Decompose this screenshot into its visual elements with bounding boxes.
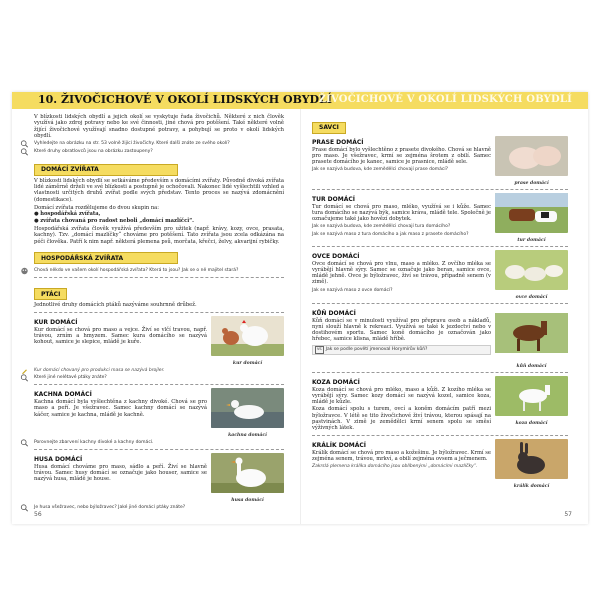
photo-caption: husa domácí [231, 497, 264, 503]
animal-description: Ovce domácí se chová pro vlnu, maso a mléko. Z ovčího mléka se vyrábějí hlavně sýry. Samec se označuje jako beran, samice ovce, mládě jehně. Ovce je býložravec, živí se trávou, případně senem (v zimě). [312, 260, 491, 286]
horse-photo [495, 307, 568, 369]
animal-title: KRÁLÍK DOMÁCÍ [312, 441, 367, 449]
animal-title: OVCE DOMÁCÍ [312, 252, 360, 260]
animal-description: Kůň domácí se v minulosti využíval pro přepravu osob a nákladů, nyní slouží hlavně k rekreaci. Využívá se také k jezdectví nebo v dostihovém sportu. Samec koně domácího je označován jako hřebec, samice klisna, mládě hříbě. [312, 317, 491, 343]
question: Jak se nazývá budova, kde zemědělci chovají prase domácí? [312, 167, 449, 173]
photo-caption: kachna domácí [228, 432, 267, 438]
divider [312, 189, 568, 190]
birds-intro: Jednotlivé druhy domácích ptáků nazýváme souhrnně drůbež. [34, 302, 197, 309]
divider [34, 384, 284, 385]
divider [312, 303, 568, 304]
cow-photo [495, 193, 568, 243]
domestic-paragraph: Hospodářská zvířata člověk využívá především pro užitek (např. krávy, kozy, ovce, prasata, kachny). Tzv. „domácí mazlíčky“ chováme pro potěšení. Tato zvířata jsou zcela odkázána na péči člověka. Patří k nim např. některá plemena psů, morčata, křečci, želvy, akvarijní rybičky. [34, 225, 284, 245]
animal-title: TUR DOMÁCÍ [312, 195, 356, 203]
question: Jak se nazývá maso z ovce domácí? [312, 287, 393, 293]
photo-caption: koza domácí [515, 420, 548, 426]
textbook-spread [12, 92, 588, 524]
question-icon [20, 504, 29, 512]
divider [312, 246, 568, 247]
animal-description: Koza domácí se chová pro mléko, maso a kůži. Z kozího mléka se vyrábějí sýry. Samec kozy domácí se nazývá kozel, samice koza, mládě je kůzle. [312, 386, 491, 406]
vs-badge-icon: VS [315, 346, 324, 354]
animal-title: KUR DOMÁCÍ [34, 318, 78, 326]
question-icon [20, 439, 29, 447]
horse-image [495, 307, 568, 359]
sheep-photo [495, 250, 568, 300]
animal-title: KŮŇ DOMÁCÍ [312, 309, 356, 317]
photo-caption: kur domácí [232, 360, 263, 366]
list-item: ● zvířata chovaná pro radost neboli „domácí mazlíčci“. [34, 217, 194, 224]
discussion-icon [20, 267, 29, 275]
animal-title: KOZA DOMÁCÍ [312, 378, 360, 386]
hen-photo [211, 316, 284, 366]
intro-paragraph: V blízkosti lidských obydlí a jejich okolí se vyskytuje řada živočichů. Některé z nich člověk využívá jako zdroj potravy nebo ke své činnosti, jiné chová pro potěšení. Také některé volně žijící živočichové využívají snadno dostupné potravy, a pohybují se proto v okolí lidských obydlí. [34, 114, 284, 139]
goat-photo [495, 376, 568, 432]
divider [34, 449, 284, 450]
section-heading-domestic: DOMÁCÍ ZVÍŘATA [34, 164, 178, 176]
question: Vyhledejte na obrázku na str. 53 volně žijící živočichy. Které další znáte ze svého okolí? [34, 141, 284, 147]
note: Zakrslá plemena králíka domácího jsou oblíbenými „domácími mazlíčky“. [312, 464, 478, 470]
left-page [34, 114, 284, 510]
animal-title: KACHNA DOMÁCÍ [34, 390, 92, 398]
pig-image [495, 136, 568, 176]
section-heading-birds: PTÁCI [34, 288, 67, 300]
section-heading-farm: HOSPODÁŘSKÁ ZVÍŘATA [34, 252, 178, 264]
animal-title: HUSA DOMÁCÍ [34, 455, 83, 463]
section-heading-mammals: SAVCI [312, 122, 346, 134]
question: Jak se nazývá budova, kde zemědělci chovají tura domácího? [312, 224, 451, 230]
domestic-paragraph: Domácí zvířata rozdělujeme do dvou skupin na: [34, 205, 160, 212]
animal-title: PRASE DOMÁCÍ [312, 138, 364, 146]
divider [34, 277, 284, 278]
animal-entry-rabbit [312, 439, 568, 489]
animal-description: Koza domácí spolu s turem, ovcí a koněm domácím patří mezi býložravce. V létě se tito živočichové živí trávou, kterou spásají na pastvinách. V zimě je zemědělci krmí senem spolu se směsí výživných látek. [312, 406, 491, 432]
animal-description: Kachna domácí byla vyšlechtěna z kachny divoké. Chová se pro maso a peří. Je všežravec. Samec kachny domácí se nazývá káčer, samice je kachna, mládě je kachně. [34, 398, 207, 418]
animal-entry-goat [312, 376, 568, 432]
question: Které jiné nelétavé ptáky znáte? [34, 375, 284, 381]
question: Je husa všežravec, nebo býložravec? Jaké jiné domácí ptáky znáte? [34, 505, 284, 511]
animal-description: Kur domácí se chová pro maso a vejce. Živí se vlčí travou, např. trávou, zrním a hmyzem. Samec kura domácího se nazývá kohout, samice je slepice, mládě je kuře. [34, 326, 207, 346]
animal-description: Králík domácí se chová pro maso a kožešinu. Je býložravec. Krmí se zejména senem, trávou, mrkví, a obilí zejména ovsem a ječmenem. [312, 449, 491, 462]
animal-entry-cow [312, 193, 568, 243]
question: Chová někdo ve vašem okolí hospodářská zvířata? Která to jsou? Jak se o ně majitel stará? [34, 268, 284, 274]
photo-caption: králík domácí [513, 483, 550, 489]
note: Kur domácí chovaný pro produkci masa se nazývá brojler. [34, 368, 284, 374]
right-page [312, 114, 568, 510]
goose-image [211, 453, 284, 493]
sheep-image [495, 250, 568, 290]
animal-description: Husa domácí chováme pro maso, sádlo a peří. Živí se hlavně trávou. Samec husy domácí se označuje jako houser, samice se nazývá husa, mládě je house. [34, 463, 207, 483]
photo-caption: prase domácí [514, 180, 549, 186]
animal-entry-sheep [312, 250, 568, 300]
animal-entry-goose [34, 453, 284, 503]
chapter-header-bar [12, 92, 588, 109]
cow-image [495, 193, 568, 233]
running-head: ŽIVOČICHOVÉ V OKOLÍ LIDSKÝCH OBYDLÍ [318, 94, 572, 105]
animal-description: Prase domácí bylo vyšlechtěno z prasete divokého. Chová se hlavně pro maso. Je všežravec, krmí se zejména šrotem z obilí. Samec prasete domácího je kanec, samice je prasnice, mládě sele. [312, 146, 491, 166]
rabbit-photo [495, 439, 568, 489]
question-icon [20, 374, 29, 382]
page-gutter [300, 109, 301, 524]
animal-entry-hen [34, 316, 284, 366]
animal-description: Tur domácí se chová pro maso, mléko, využívá se i kůže. Samec tura domácího se nazývá býk, samice kráva, mládě tele. Společně je označujeme také jako hovězí dobytek. [312, 203, 491, 223]
divider [312, 372, 568, 373]
domestic-paragraph: V blízkosti lidských obydlí se setkáváme především s domácími zvířaty. Původně divoká zvířata lidé záměrně drželi ve své blízkosti a postupně je ochočovali. Nakonec lidé vyšlechtili vzhled a vlastnosti určitých druhů zvířat podle svých představ. Tento proces se nazývá zdomácnění (domestikace). [34, 177, 284, 203]
animal-entry-pig [312, 136, 568, 186]
goose-photo [211, 453, 284, 503]
duck-photo [211, 388, 284, 438]
duck-image [211, 388, 284, 428]
divider [34, 312, 284, 313]
question: VS Jak se podle povětí jmenoval Horymírův kůň? [312, 345, 491, 356]
page-number-left: 56 [34, 511, 42, 518]
rabbit-image [495, 439, 568, 479]
photo-caption: ovce domácí [515, 294, 548, 300]
divider [312, 435, 568, 436]
list-item: ● hospodářská zvířata, [34, 211, 101, 218]
question: Porovnejte zbarvení kachny divoké a kachny domácí. [34, 440, 284, 446]
question-icon [20, 148, 29, 156]
goat-image [495, 376, 568, 416]
photo-caption: tur domácí [517, 237, 546, 243]
question: Jak se nazývá maso z tura domácího a jak maso z prasete domácího? [312, 231, 469, 237]
animal-entry-horse [312, 307, 568, 369]
animal-entry-duck [34, 388, 284, 438]
question: Které druhy obratlovců jsou na obrázku zastoupeny? [34, 149, 284, 155]
pig-photo [495, 136, 568, 186]
hen-image [211, 316, 284, 356]
photo-caption: kůň domácí [516, 363, 547, 369]
chapter-title: 10. ŽIVOČICHOVÉ V OKOLÍ LIDSKÝCH OBYDLÍ [38, 93, 332, 106]
page-number-right: 57 [564, 511, 572, 518]
